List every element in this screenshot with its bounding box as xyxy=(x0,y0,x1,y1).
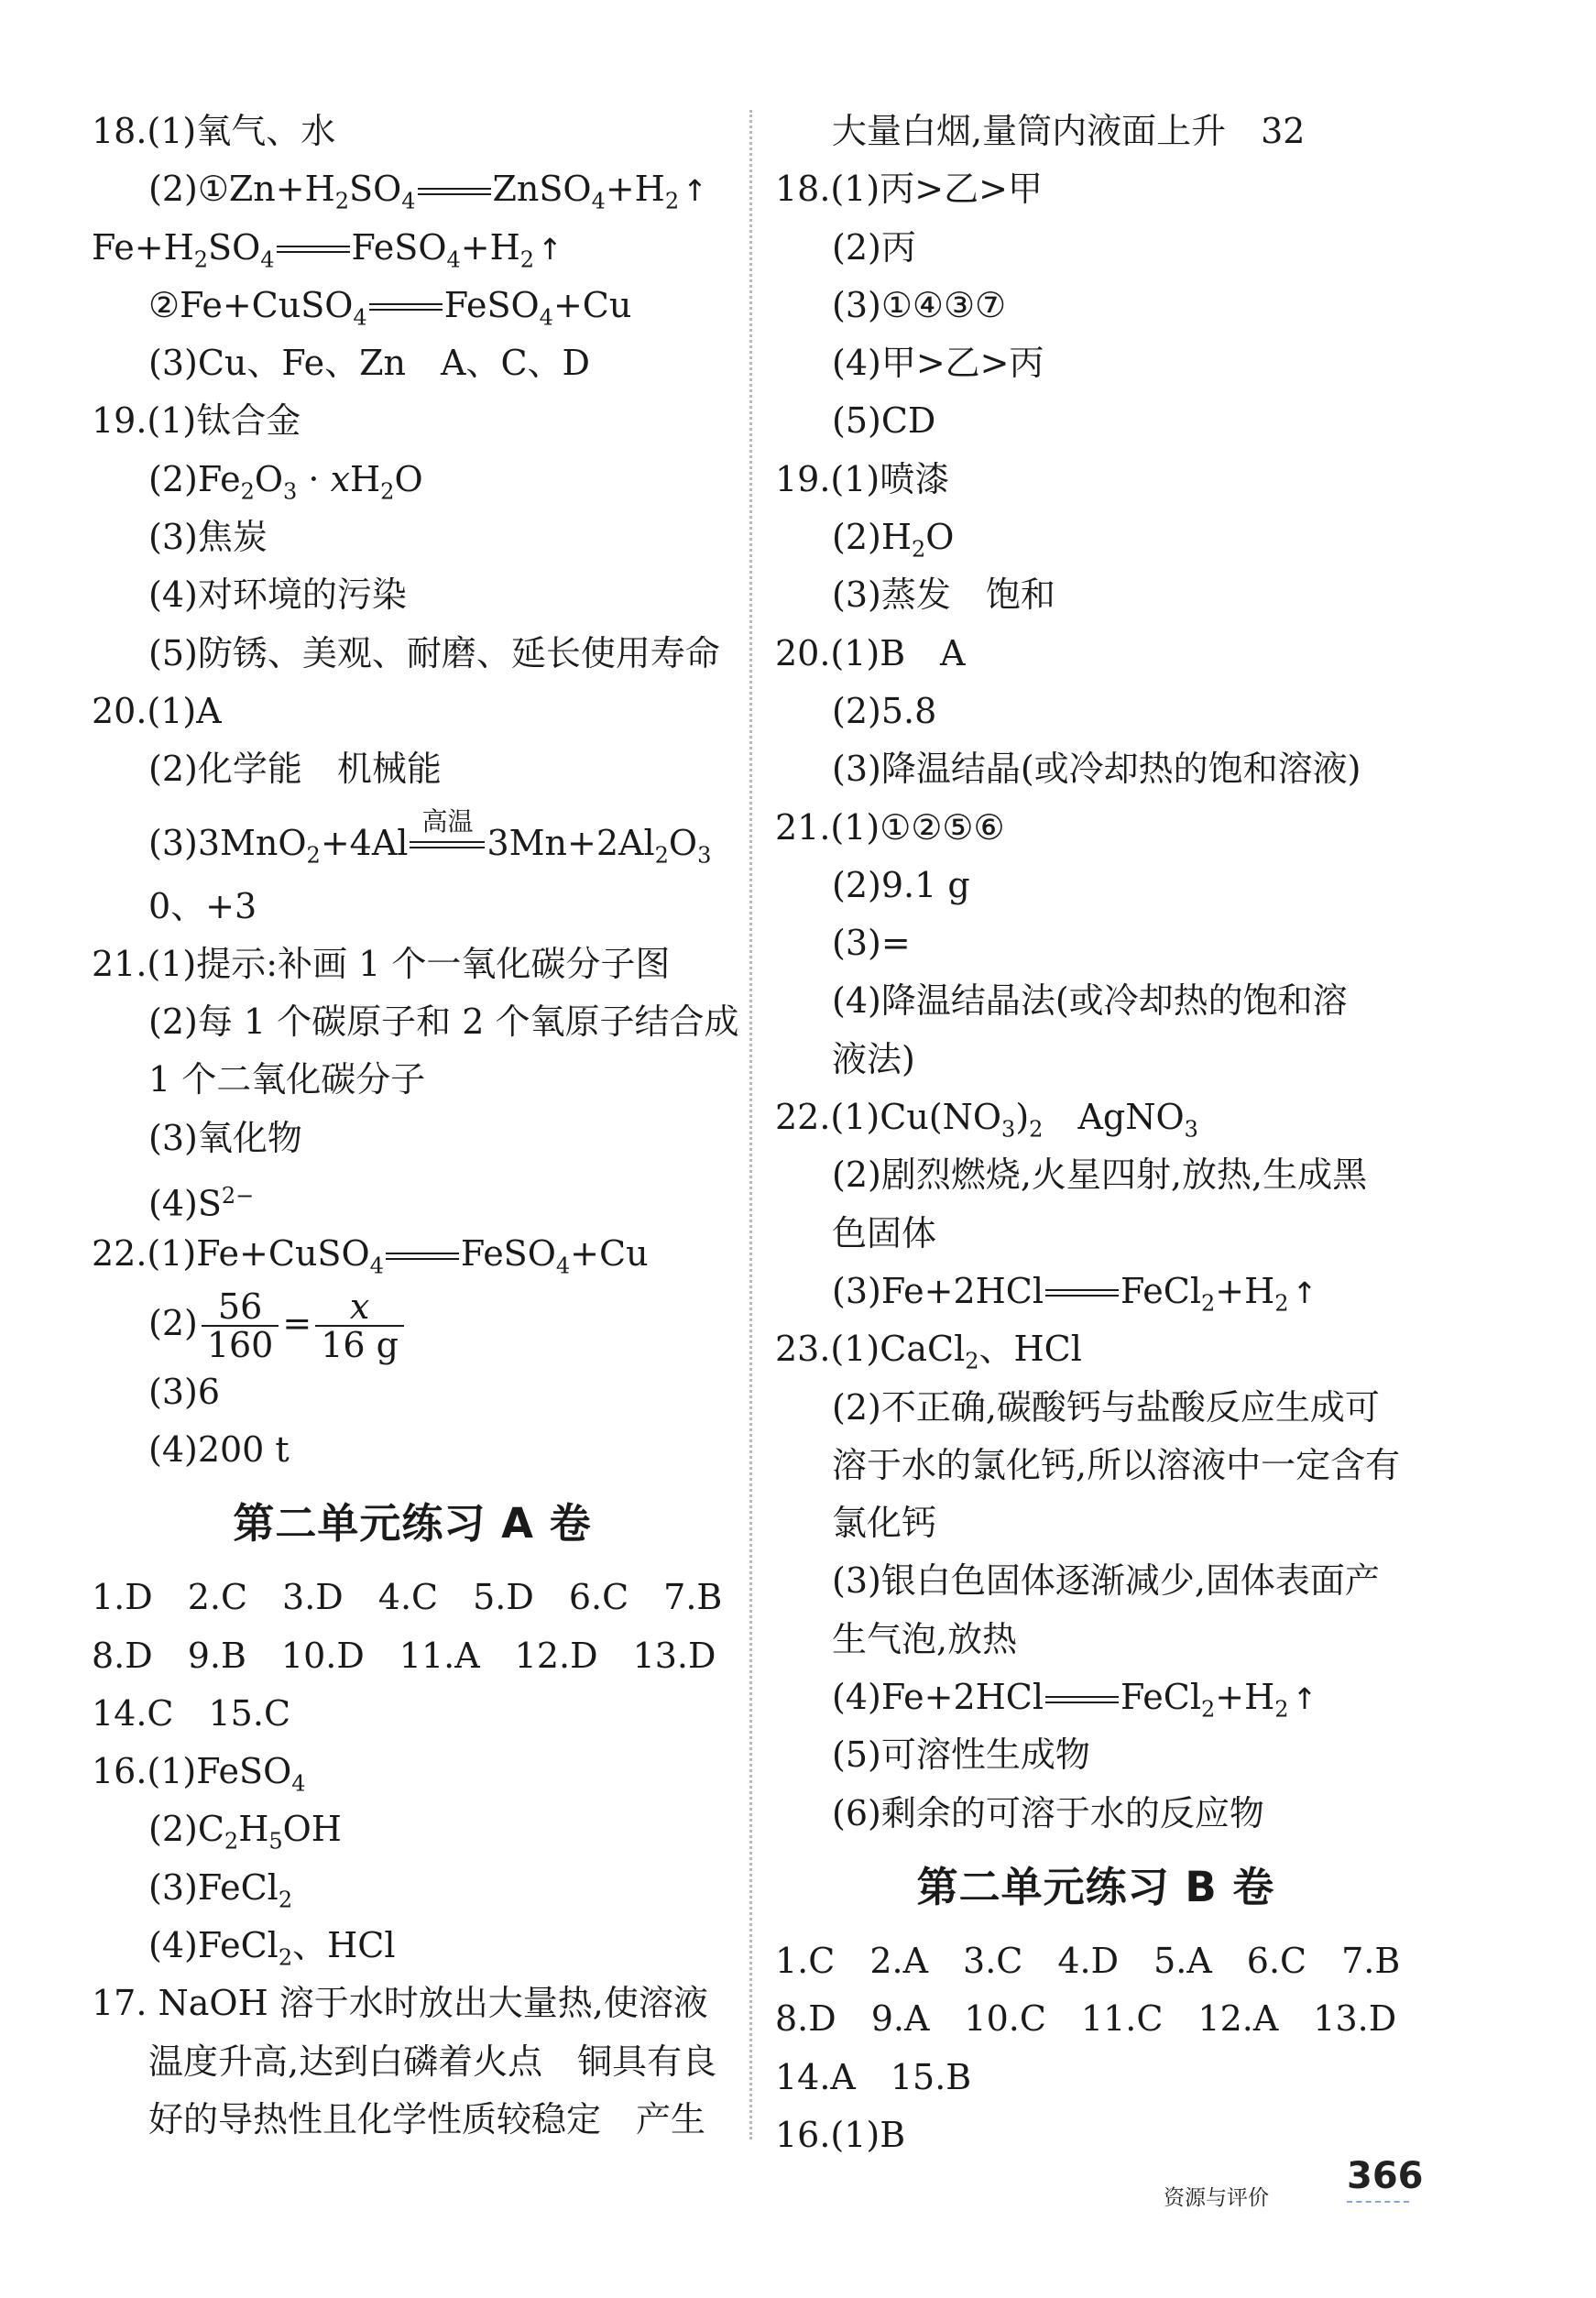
formula-line xyxy=(775,1089,1416,1146)
answer-text: H xyxy=(238,1809,269,1850)
answer-text: 溶于水的氯化钙,所以溶液中一定含有 xyxy=(832,1444,1401,1485)
reaction-equals-sign xyxy=(418,188,491,197)
equation-line xyxy=(92,1225,733,1283)
subscript: 2 xyxy=(380,478,395,505)
subscript: 2 xyxy=(334,188,350,214)
equation-line xyxy=(775,1669,1416,1726)
answer-text: (4)甲>乙>丙 xyxy=(832,343,1044,384)
answer-text: 19.(1)喷漆 xyxy=(775,458,950,499)
answer-line xyxy=(775,219,1416,277)
gas-arrow-icon: ↑ xyxy=(683,173,707,209)
subscript: 4 xyxy=(555,1253,571,1279)
answer-line xyxy=(92,509,733,566)
answer-text: 17. NaOH 溶于水时放出大量热,使溶液 xyxy=(92,1983,708,2024)
answer-text: (2) xyxy=(148,1302,198,1343)
answer-text: (3)蒸发 饱和 xyxy=(832,574,1055,616)
answer-text: 20.(1)B A xyxy=(775,632,966,673)
proportion-line xyxy=(92,1284,733,1366)
formula-line xyxy=(92,1800,733,1858)
choice-answers xyxy=(92,1569,733,1626)
answer-text: 液法) xyxy=(832,1038,915,1079)
formula-line xyxy=(775,509,1416,566)
formula-line xyxy=(92,1743,733,1800)
answer-line xyxy=(775,277,1416,334)
subscript: 2 xyxy=(1029,1116,1044,1143)
answer-text: 氯化钙 xyxy=(832,1503,937,1544)
answer-text: 、HCl xyxy=(292,1925,396,1966)
answer-text: (4)FeCl xyxy=(148,1925,279,1966)
equation-line xyxy=(92,219,733,277)
subscript: 2 xyxy=(965,1348,979,1374)
answer-line xyxy=(92,878,733,936)
answer-text: (3)6 xyxy=(148,1371,221,1412)
answer-text: (3)FeCl xyxy=(148,1866,279,1908)
answer-text: (3)Fe+2HCl xyxy=(832,1270,1044,1311)
answer-line xyxy=(92,683,733,740)
answer-text: (3)3MnO xyxy=(148,822,307,863)
answer-text: 16.(1)B xyxy=(775,2114,906,2155)
reaction-equals-sign xyxy=(386,1253,459,1262)
fraction xyxy=(315,1286,404,1366)
answer-line xyxy=(775,1726,1416,1784)
subscript: 5 xyxy=(268,1829,283,1855)
answer-text: +H xyxy=(460,226,520,268)
answer-line xyxy=(775,1437,1416,1494)
equation-line xyxy=(92,277,733,334)
answer-text: +H xyxy=(1215,1677,1275,1718)
answer-text: 21.(1)提示:补画 1 个一氧化碳分子图 xyxy=(92,943,671,984)
answer-line xyxy=(775,103,1416,160)
answer-line xyxy=(775,1031,1416,1089)
reaction-condition-sign xyxy=(410,806,485,852)
choice-answers xyxy=(92,1627,733,1685)
answer-line xyxy=(92,936,733,993)
formula-line xyxy=(92,1859,733,1917)
answer-text: OH xyxy=(282,1809,342,1850)
answer-text: 1.C 2.A 3.C 4.D 5.A 6.C 7.B xyxy=(775,1940,1401,1981)
answer-text: (3)Cu、Fe、Zn A、C、D xyxy=(148,343,591,384)
answer-text: 21.(1)①②⑤⑥ xyxy=(775,806,1005,848)
answer-line xyxy=(775,160,1416,218)
subscript: 4 xyxy=(401,188,416,214)
answer-text: 16.(1)FeSO xyxy=(92,1751,292,1792)
numerator: x xyxy=(315,1288,404,1327)
subscript: 2 xyxy=(193,246,209,273)
answer-text: O xyxy=(254,458,284,499)
answer-text: (2)C xyxy=(148,1809,224,1850)
formula-line xyxy=(92,451,733,509)
equation-line xyxy=(92,160,733,218)
choice-answers xyxy=(775,1990,1416,2048)
superscript: 2− xyxy=(221,1183,255,1209)
denominator: 160 xyxy=(206,1325,274,1366)
answer-text: +4Al xyxy=(320,822,409,863)
footer-label: 资源与评价 xyxy=(1164,2186,1269,2210)
answer-line xyxy=(92,566,733,624)
answer-line xyxy=(775,799,1416,857)
answer-text: O xyxy=(394,458,423,499)
gas-arrow-icon: ↑ xyxy=(1292,1681,1317,1717)
answer-line xyxy=(775,1785,1416,1843)
answer-text: = xyxy=(282,1302,312,1343)
subscript: 4 xyxy=(291,1770,306,1797)
answer-line xyxy=(775,1146,1416,1204)
answer-text: 、HCl xyxy=(978,1329,1082,1370)
reaction-equals-sign xyxy=(369,303,443,312)
answer-line xyxy=(775,1552,1416,1610)
answer-line xyxy=(775,392,1416,450)
subscript: 4 xyxy=(446,246,461,273)
answer-text: (2)每 1 个碳原子和 2 个氧原子结合成 xyxy=(148,1001,739,1043)
answer-text: AgNO xyxy=(1043,1097,1185,1138)
answer-text: 3Mn+2Al xyxy=(486,822,655,863)
answer-line xyxy=(775,972,1416,1030)
answer-line xyxy=(775,2106,1416,2164)
answer-line xyxy=(92,740,733,798)
answer-text: FeSO xyxy=(460,1233,556,1275)
answer-text: +H xyxy=(605,169,665,210)
answer-text: SO xyxy=(208,226,261,268)
answer-text: ②Fe+CuSO xyxy=(148,284,354,325)
answer-text: (2)化学能 机械能 xyxy=(148,749,442,790)
equation-line xyxy=(775,1263,1416,1320)
numerator: 56 xyxy=(202,1288,279,1327)
answer-text: (2)H xyxy=(832,517,912,558)
page-number-underline xyxy=(1347,2201,1409,2203)
answer-text: FeSO xyxy=(443,284,540,325)
section-heading: 第二单元练习 B 卷 xyxy=(916,1862,1275,1911)
subscript: 2 xyxy=(278,1887,293,1913)
answer-text: 大量白烟,量筒内液面上升 32 xyxy=(832,111,1306,151)
choice-answers xyxy=(92,1685,733,1743)
subscript: 2 xyxy=(278,1944,293,1971)
answer-line xyxy=(92,1167,733,1225)
choice-answers xyxy=(775,2049,1416,2106)
answer-text: 8.D 9.B 10.D 11.A 12.D 13.D xyxy=(92,1635,716,1676)
answer-line xyxy=(775,1379,1416,1437)
gas-arrow-icon: ↑ xyxy=(538,231,563,267)
answer-line xyxy=(775,914,1416,972)
answer-text: (2)5.8 xyxy=(832,690,937,731)
answer-line xyxy=(92,1363,733,1421)
answer-text: SO xyxy=(349,169,402,210)
answer-text: 14.C 15.C xyxy=(92,1692,291,1734)
subscript: 2 xyxy=(654,842,669,869)
answer-line xyxy=(92,993,739,1051)
answer-line xyxy=(775,740,1416,798)
equation-line xyxy=(92,799,733,878)
left-column xyxy=(92,103,739,2149)
answer-text: 8.D 9.A 10.C 11.C 12.A 13.D xyxy=(775,1998,1397,2040)
section-heading: 第二单元练习 A 卷 xyxy=(233,1499,592,1548)
answer-text: (3)= xyxy=(832,923,911,964)
answer-text: 好的导热性且化学性质较稳定 产生 xyxy=(148,2098,706,2139)
answer-line xyxy=(92,1051,733,1109)
subscript: 4 xyxy=(260,246,275,273)
answer-text: (2)丙 xyxy=(832,226,916,268)
answer-text: (5)CD xyxy=(832,400,936,442)
answer-text: (3)焦炭 xyxy=(148,517,268,558)
subscript: 3 xyxy=(1184,1116,1198,1143)
answer-text: O xyxy=(925,517,955,558)
answer-text: 14.A 15.B xyxy=(775,2056,972,2097)
right-column xyxy=(775,103,1416,2164)
answer-text: FeSO xyxy=(351,226,447,268)
answer-text: (5)可溶性生成物 xyxy=(832,1734,1090,1776)
answer-line xyxy=(92,103,733,160)
answer-line xyxy=(92,1975,733,2032)
choice-answers xyxy=(775,1932,1416,1990)
answer-line xyxy=(775,334,1416,392)
answer-text: 1.D 2.C 3.D 4.C 5.D 6.C 7.B xyxy=(92,1577,723,1618)
answer-line xyxy=(775,625,1416,683)
reaction-condition: 高温 xyxy=(421,806,474,837)
answer-text: 20.(1)A xyxy=(92,690,222,731)
answer-text: 温度升高,达到白磷着火点 铜具有良 xyxy=(148,2041,717,2082)
answer-text: (2)不正确,碳酸钙与盐酸反应生成可 xyxy=(832,1386,1380,1428)
answer-text: +Cu xyxy=(570,1233,649,1275)
answer-text: (2)Fe xyxy=(148,458,241,499)
answer-text: 19.(1)钛合金 xyxy=(92,400,301,442)
answer-line xyxy=(92,1110,733,1167)
subscript: 2 xyxy=(911,536,926,563)
answer-line xyxy=(92,334,733,392)
answer-text: 0、+3 xyxy=(148,885,257,926)
answer-text: (4)降温结晶法(或冷却热的饱和溶 xyxy=(832,980,1348,1022)
answer-line xyxy=(775,683,1416,740)
reaction-equals-sign xyxy=(277,246,350,255)
answer-line xyxy=(92,625,733,683)
answer-text: (4)对环境的污染 xyxy=(148,574,407,616)
answer-text: FeCl xyxy=(1120,1270,1202,1311)
reaction-equals-sign xyxy=(1045,1696,1119,1705)
fraction xyxy=(202,1286,279,1366)
answer-text: (3)银白色固体逐渐减少,固体表面产 xyxy=(832,1560,1380,1602)
answer-text: O xyxy=(668,822,698,863)
answer-text: H xyxy=(350,458,381,499)
answer-text: 色固体 xyxy=(832,1212,937,1253)
answer-text: (3)氧化物 xyxy=(148,1117,302,1158)
answer-line xyxy=(92,392,733,450)
answer-line xyxy=(775,1205,1416,1263)
answer-line xyxy=(775,566,1416,624)
subscript: 4 xyxy=(353,304,367,331)
answer-text: (4)Fe+2HCl xyxy=(832,1677,1044,1718)
answer-text: +H xyxy=(1215,1270,1275,1311)
subscript: 2 xyxy=(1201,1696,1216,1723)
answer-text: Fe+H xyxy=(92,226,194,268)
answer-text: (3)降温结晶(或冷却热的饱和溶液) xyxy=(832,749,1361,790)
subscript: 2 xyxy=(1274,1290,1289,1317)
answer-text: (5)防锈、美观、耐磨、延长使用寿命 xyxy=(148,632,720,673)
denominator: 16 g xyxy=(321,1325,399,1366)
answer-text: (2)①Zn+H xyxy=(148,169,335,210)
column-divider xyxy=(749,110,752,2139)
subscript: 2 xyxy=(224,1829,239,1855)
answer-text: +Cu xyxy=(552,284,632,325)
page-number: 366 xyxy=(1347,2155,1424,2197)
subscript: 2 xyxy=(1201,1290,1216,1317)
subscript: 4 xyxy=(539,304,553,331)
subscript: 2 xyxy=(519,246,535,273)
answer-text: ) xyxy=(1015,1097,1030,1138)
subscript: 2 xyxy=(240,478,255,505)
answer-text: 23.(1)CaCl xyxy=(775,1329,966,1370)
answer-line xyxy=(775,1494,1416,1552)
subscript: 3 xyxy=(697,842,712,869)
subscript: 2 xyxy=(1274,1696,1289,1723)
gas-arrow-icon: ↑ xyxy=(1292,1275,1317,1310)
answer-line xyxy=(92,2033,733,2091)
answer-line xyxy=(92,1421,733,1479)
answer-text: (4)200 t xyxy=(148,1428,290,1470)
answer-text: (4)S xyxy=(148,1183,222,1224)
answer-text: 生气泡,放热 xyxy=(832,1618,1018,1659)
answer-text: · xyxy=(297,458,331,499)
answer-text: 22.(1)Fe+CuSO xyxy=(92,1233,370,1275)
answer-text: FeCl xyxy=(1120,1677,1202,1718)
subscript: 4 xyxy=(591,188,606,214)
answer-line xyxy=(775,1611,1416,1669)
answer-text: (2)剧烈燃烧,火星四射,放热,生成黑 xyxy=(832,1154,1368,1196)
answer-text: 22.(1)Cu(NO xyxy=(775,1097,1002,1138)
subscript: 2 xyxy=(664,188,680,214)
formula-line xyxy=(92,1917,733,1975)
answer-line xyxy=(92,2091,733,2149)
answer-text: 1 个二氧化碳分子 xyxy=(148,1059,426,1100)
subscript: 3 xyxy=(1001,1116,1016,1143)
answer-line xyxy=(775,451,1416,509)
answer-text: (2)9.1 g xyxy=(832,864,970,905)
subscript: 4 xyxy=(369,1253,384,1279)
answer-text: (3)①④③⑦ xyxy=(832,284,1007,325)
answer-text: (6)剩余的可溶于水的反应物 xyxy=(832,1792,1264,1833)
subscript: 3 xyxy=(283,478,298,505)
answer-text: 18.(1)氧气、水 xyxy=(92,111,336,151)
reaction-equals-sign xyxy=(1045,1289,1119,1298)
variable: x xyxy=(330,458,351,499)
answer-text: 18.(1)丙>乙>甲 xyxy=(775,169,1043,210)
formula-line xyxy=(775,1320,1416,1378)
answer-text: ZnSO xyxy=(492,169,592,210)
subscript: 2 xyxy=(306,842,321,869)
answer-line xyxy=(775,857,1416,914)
